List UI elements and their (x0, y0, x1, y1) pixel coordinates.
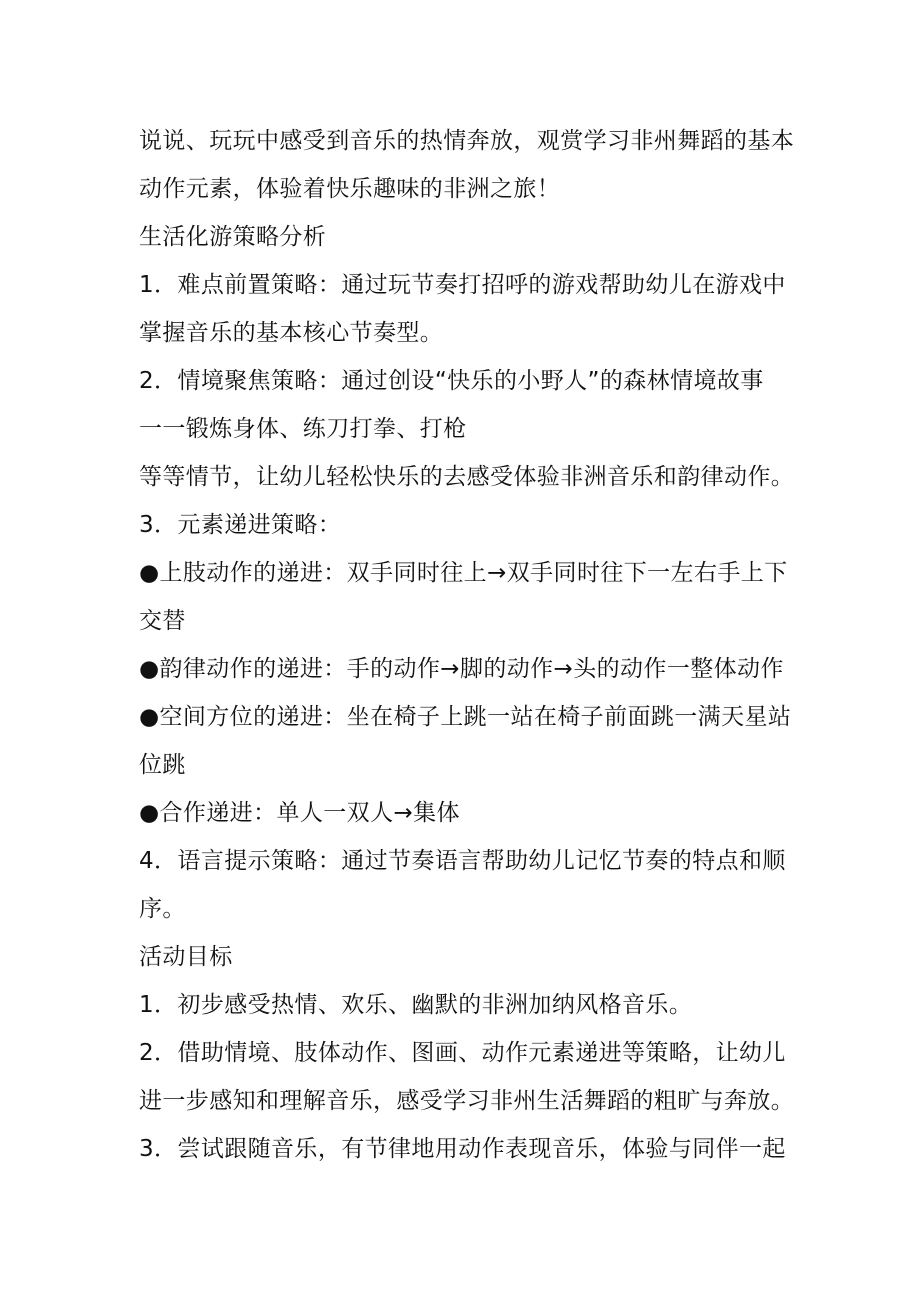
text-line: 2．情境聚焦策略：通过创设“快乐的小野人”的森林情境故事 (139, 368, 764, 394)
text-line: 位跳 (139, 752, 186, 778)
text-line: 交替 (139, 608, 186, 634)
text-line: 1．初步感受热情、欢乐、幽默的非洲加纳风格音乐。 (139, 992, 693, 1018)
section-heading: 生活化游策略分析 (139, 224, 327, 250)
text-line: 一一锻炼身体、练刀打拳、打枪 (139, 416, 467, 442)
text-line: 说说、玩玩中感受到音乐的热情奔放，观赏学习非州舞蹈的基本 (139, 128, 795, 154)
text-line: 1．难点前置策略：通过玩节奏打招呼的游戏帮助幼儿在游戏中 (139, 272, 786, 298)
bullet-line: ●上肢动作的递进：双手同时往上→双手同时往下一左右手上下 (139, 560, 788, 586)
text-line: 进一步感知和理解音乐，感受学习非州生活舞蹈的粗旷与奔放。 (139, 1088, 795, 1114)
bullet-line: ●空间方位的递进：坐在椅子上跳一站在椅子前面跳一满天星站 (139, 704, 792, 730)
section-heading: 活动目标 (139, 944, 233, 970)
text-line: 3．尝试跟随音乐，有节律地用动作表现音乐，体验与同伴一起 (139, 1136, 786, 1162)
text-line: 3．元素递进策略： (139, 512, 342, 538)
bullet-line: ●韵律动作的递进：手的动作→脚的动作→头的动作一整体动作 (139, 656, 784, 682)
document-body (139, 117, 795, 1173)
text-line: 等等情节，让幼儿轻松快乐的去感受体验非洲音乐和韵律动作。 (139, 464, 795, 490)
text-line: 动作元素，体验着快乐趣味的非洲之旅！ (139, 176, 561, 202)
text-line: 序。 (139, 896, 186, 922)
text-line: 掌握音乐的基本核心节奏型。 (139, 320, 444, 346)
text-line: 4．语言提示策略：通过节奏语言帮助幼儿记忆节奏的特点和顺 (139, 848, 786, 874)
text-line: 2．借助情境、肢体动作、图画、动作元素递进等策略，让幼儿 (139, 1040, 786, 1066)
bullet-line: ●合作递进：单人一双人→集体 (139, 800, 460, 826)
